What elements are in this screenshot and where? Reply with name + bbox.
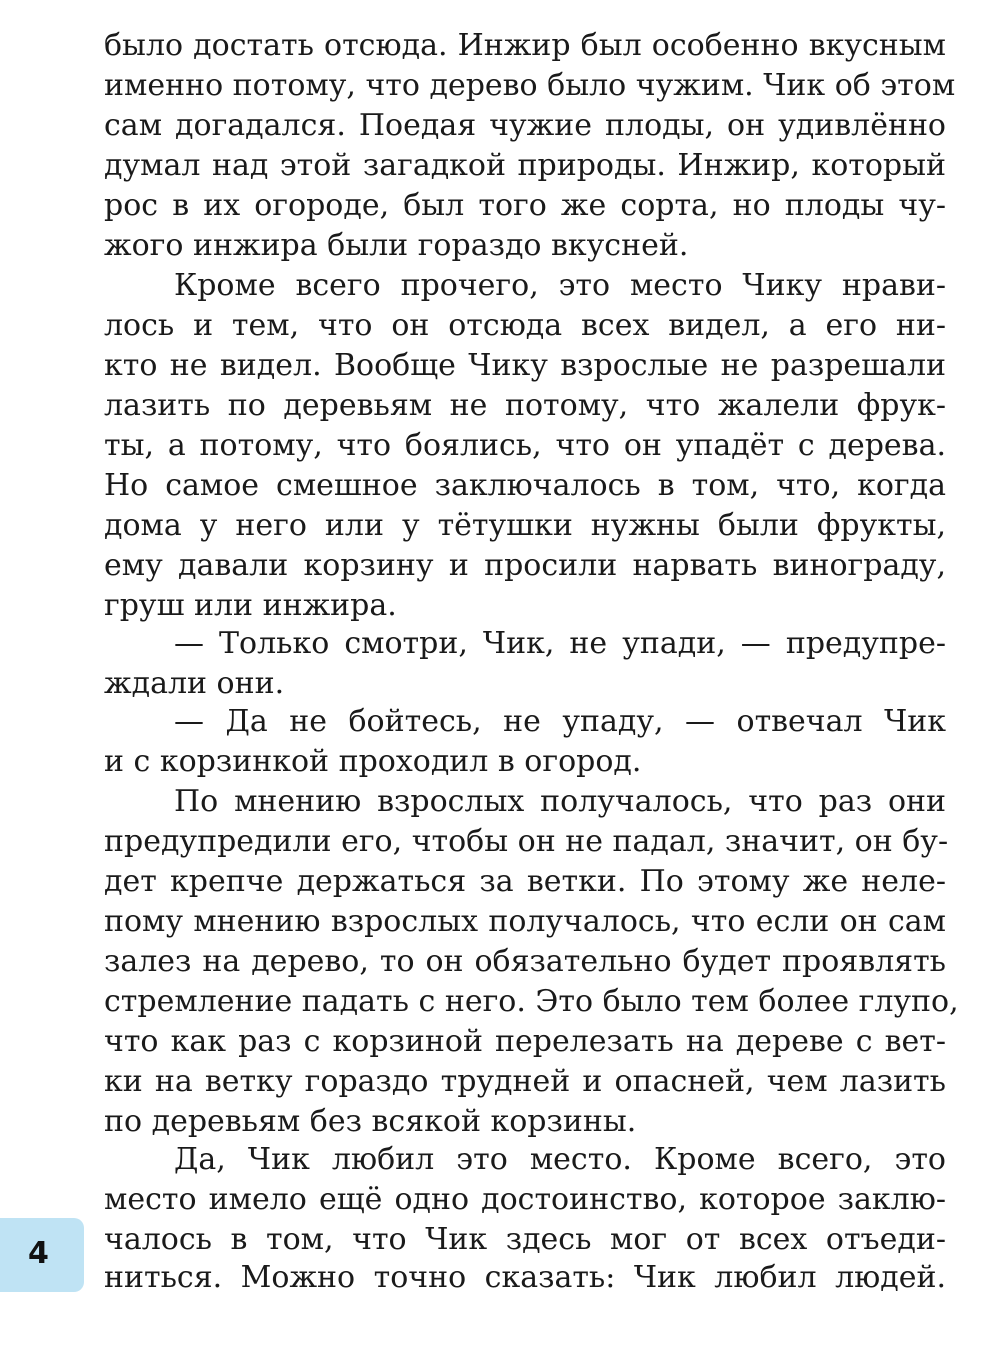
text-line: ты, а потому, что боялись, что он упадёт с дерева. bbox=[104, 428, 946, 463]
text-line: по деревьям без всякой корзины. bbox=[104, 1104, 637, 1139]
text-line: рос в их огороде, был того же сорта, но плоды чу- bbox=[104, 188, 946, 223]
text-line: кто не видел. Вообще Чику взрослые не разрешали bbox=[104, 348, 946, 383]
page-number-tab bbox=[0, 1218, 84, 1292]
text-line: дома у него или у тётушки нужны были фрукты, bbox=[104, 508, 946, 543]
text-line: думал над этой загадкой природы. Инжир, который bbox=[104, 148, 946, 183]
text-line: груш или инжира. bbox=[104, 588, 397, 623]
text-line: лазить по деревьям не потому, что жалели фрук- bbox=[104, 388, 946, 423]
paragraph-first-line: Кроме всего прочего, это место Чику нрави- bbox=[174, 268, 946, 303]
text-line: было достать отсюда. Инжир был особенно вкусным bbox=[104, 28, 946, 63]
text-line: ждали они. bbox=[104, 666, 285, 701]
dialogue-line: — Только смотри, Чик, не упади, — предупре- bbox=[174, 626, 946, 661]
text-line: сам догадался. Поедая чужие плоды, он удивлённо bbox=[104, 108, 946, 143]
text-line: дет крепче держаться за ветки. По этому же неле- bbox=[104, 864, 946, 899]
paragraph-first-line: По мнению взрослых получалось, что раз они bbox=[174, 784, 946, 819]
text-line: ему давали корзину и просили нарвать винограду, bbox=[104, 548, 946, 583]
text-line: и с корзинкой проходил в огород. bbox=[104, 744, 642, 779]
text-line: ниться. Можно точно сказать: Чик любил людей. bbox=[104, 1260, 946, 1295]
text-line: предупредили его, чтобы он не падал, значит, он бу- bbox=[104, 824, 949, 859]
text-line: лось и тем, что он отсюда всех видел, а его ни- bbox=[104, 308, 946, 343]
paragraph-first-line: Да, Чик любил это место. Кроме всего, это bbox=[174, 1142, 946, 1177]
dialogue-line: — Да не бойтесь, не упаду, — отвечал Чик bbox=[174, 704, 946, 739]
text-line: именно потому, что дерево было чужим. Чик об этом bbox=[104, 68, 956, 103]
text-line: пому мнению взрослых получалось, что если он сам bbox=[104, 904, 946, 939]
text-line: что как раз с корзиной перелезать на дереве с вет- bbox=[104, 1024, 946, 1059]
text-line: залез на дерево, то он обязательно будет проявлять bbox=[104, 944, 946, 979]
text-line: стремление падать с него. Это было тем более глупо, bbox=[104, 984, 959, 1019]
text-line: ки на ветку гораздо трудней и опасней, чем лазить bbox=[104, 1064, 946, 1099]
page-number: 4 bbox=[28, 1236, 49, 1271]
text-line: чалось в том, что Чик здесь мог от всех отъеди- bbox=[104, 1222, 946, 1257]
text-line: Но самое смешное заключалось в том, что, когда bbox=[104, 468, 946, 503]
text-line: место имело ещё одно достоинство, которое заклю- bbox=[104, 1182, 946, 1217]
text-line: жого инжира были гораздо вкусней. bbox=[104, 228, 689, 263]
